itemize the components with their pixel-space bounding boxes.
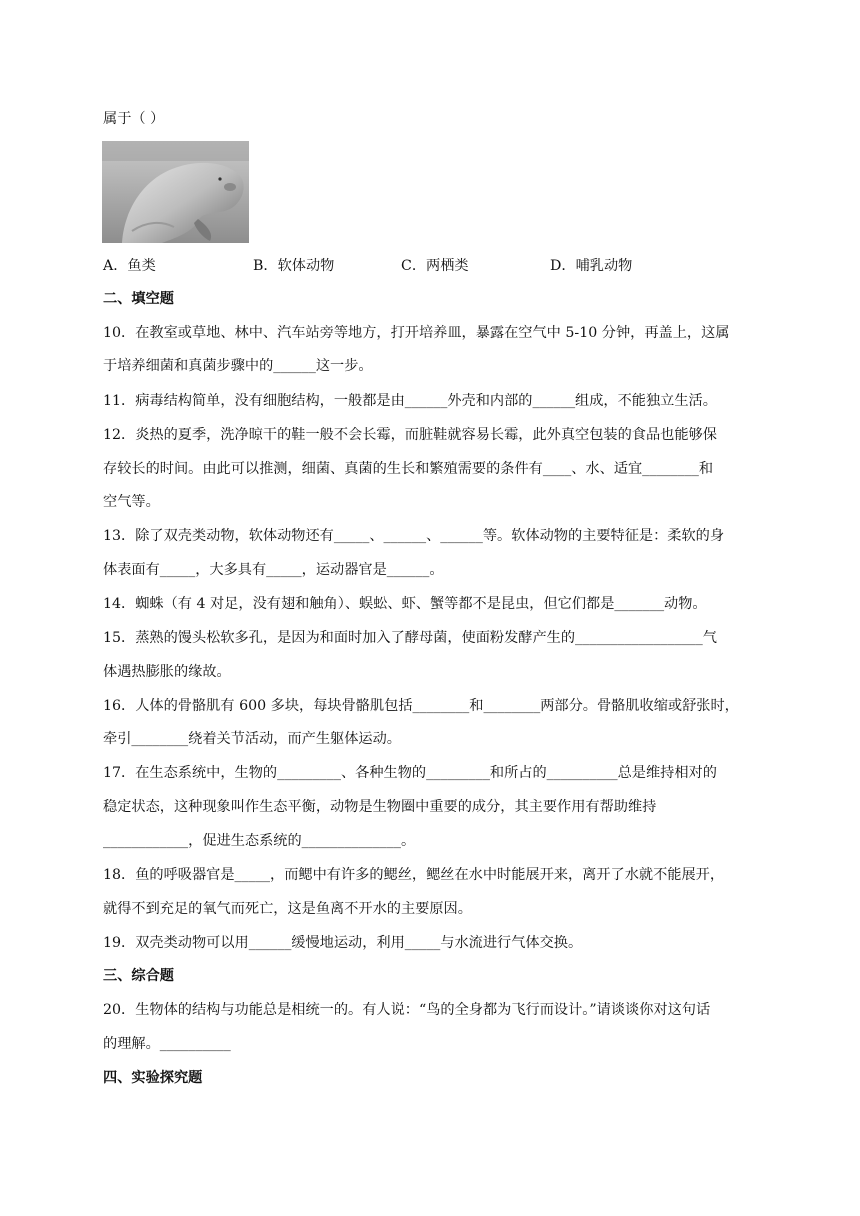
q9-options [103,256,703,276]
manatee-illustration [102,141,249,243]
q13-line-1: 13．除了双壳类动物，软体动物还有_____、______、______等。软体动物的主要特征是：柔软的身 [103,528,725,544]
q14-line-1: 14．蜘蛛（有 4 对足，没有翅和触角）、蜈蚣、虾、蟹等都不是昆虫，但它们都是_______动物。 [103,596,707,612]
option-b[interactable]: B．软体动物 [253,258,335,274]
q17-line-3: ____________，促进生态系统的______________。 [103,833,416,849]
q9-stem-tail: 属于（ ） [103,111,165,127]
manatee-image [102,141,249,243]
q12-line-1: 12．炎热的夏季，洗净晾干的鞋一般不会长霉，而脏鞋就容易长霉，此外真空包装的食品也能够保 [103,427,717,443]
q10-line-2: 于培养细菌和真菌步骤中的______这一步。 [103,358,373,374]
option-c[interactable]: C．两栖类 [401,258,469,274]
q17-line-1: 17．在生态系统中，生物的_________、各种生物的_________和所占的__________总是维持相对的 [103,765,717,781]
q15-line-2: 体遇热膨胀的缘故。 [103,664,231,680]
q20-line-2: 的理解。__________ [103,1036,231,1052]
q15-line-1: 15．蒸熟的馒头松软多孔，是因为和面时加入了酵母菌，使面粉发酵产生的__________________气 [103,630,717,646]
q19-line-1: 19．双壳类动物可以用______缓慢地运动，利用_____与水流进行气体交换。 [103,935,583,951]
q10-line-1: 10．在教室或草地、林中、汽车站旁等地方，打开培养皿，暴露在空气中 5-10 分钟，再盖上，这属 [103,325,730,341]
section-4-title: 四、实验探究题 [103,1070,203,1086]
option-a[interactable]: A．鱼类 [103,258,156,274]
q11-line-1: 11．病毒结构简单，没有细胞结构，一般都是由______外壳和内部的______组成，不能独立生活。 [103,393,717,409]
section-3-title: 三、综合题 [103,968,174,984]
q12-line-3: 空气等。 [103,494,160,510]
q12-line-2: 存较长的时间。由此可以推测，细菌、真菌的生长和繁殖需要的条件有____、水、适宜________和 [103,461,714,477]
q18-line-1: 18．鱼的呼吸器官是_____，而鳃中有许多的鳃丝，鳃丝在水中时能展开来，离开了水就不能展开， [103,867,725,883]
q16-line-2: 牵引________绕着关节活动，而产生躯体运动。 [103,731,401,747]
q17-line-2: 稳定状态，这种现象叫作生态平衡，动物是生物圈中重要的成分，其主要作用有帮助维持 [103,799,657,815]
option-d[interactable]: D．哺乳动物 [550,258,633,274]
section-2-title: 二、填空题 [103,291,174,307]
q20-line-1: 20．生物体的结构与功能总是相统一的。有人说：“鸟的全身都为飞行而设计。”请谈谈你对这句话 [103,1002,711,1018]
q16-line-1: 16．人体的骨骼肌有 600 多块，每块骨骼肌包括________和________两部分。骨骼肌收缩或舒张时， [103,698,739,714]
q18-line-2: 就得不到充足的氧气而死亡，这是鱼离不开水的主要原因。 [103,901,472,917]
q13-line-2: 体表面有_____，大多具有_____，运动器官是______。 [103,562,444,578]
